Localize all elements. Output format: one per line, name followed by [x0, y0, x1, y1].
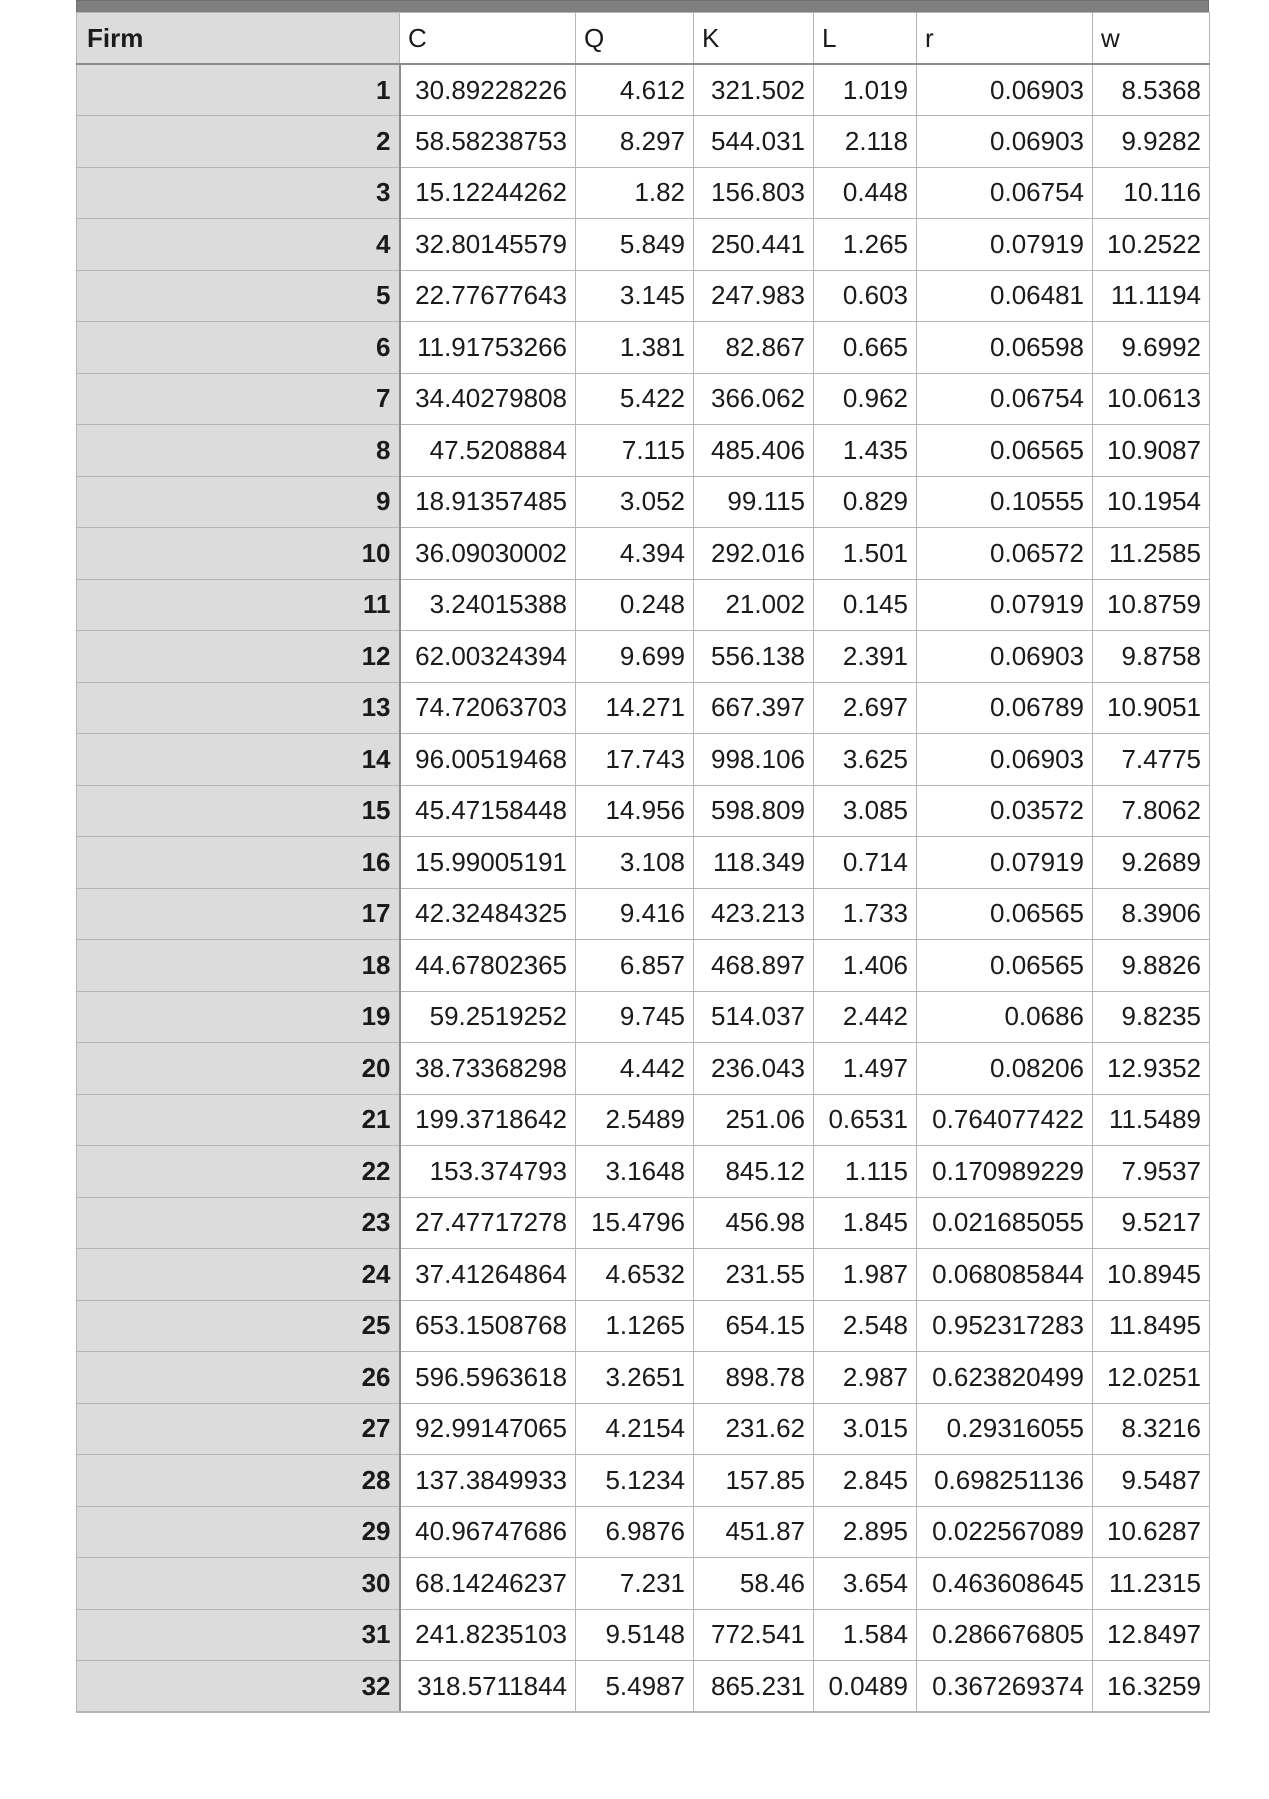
cell-q[interactable]: 5.849 [576, 219, 694, 271]
cell-l[interactable]: 3.625 [814, 734, 917, 786]
row-label-firm[interactable]: 13 [77, 682, 400, 734]
cell-c[interactable]: 30.89228226 [400, 64, 576, 116]
table-row [77, 425, 1210, 477]
cell-w[interactable]: 9.8758 [1093, 631, 1210, 683]
cell-w[interactable]: 9.5217 [1093, 1197, 1210, 1249]
cell-q[interactable]: 4.394 [576, 528, 694, 580]
cell-c[interactable]: 241.8235103 [400, 1609, 576, 1661]
row-label-firm[interactable]: 25 [77, 1300, 400, 1352]
row-label-firm[interactable]: 15 [77, 785, 400, 837]
cell-k[interactable]: 598.809 [694, 785, 814, 837]
cell-c[interactable]: 34.40279808 [400, 373, 576, 425]
cell-k[interactable]: 231.55 [694, 1249, 814, 1301]
cell-l[interactable]: 1.435 [814, 425, 917, 477]
cell-l[interactable]: 2.845 [814, 1455, 917, 1507]
cell-l[interactable]: 0.448 [814, 167, 917, 219]
cell-k[interactable]: 250.441 [694, 219, 814, 271]
cell-c[interactable]: 96.00519468 [400, 734, 576, 786]
column-header-r[interactable]: r [917, 13, 1093, 65]
cell-w[interactable]: 16.3259 [1093, 1661, 1210, 1713]
cell-c[interactable]: 36.09030002 [400, 528, 576, 580]
cell-q[interactable]: 6.857 [576, 940, 694, 992]
cell-w[interactable]: 11.5489 [1093, 1094, 1210, 1146]
cell-r[interactable]: 0.10555 [917, 476, 1093, 528]
cell-q[interactable]: 6.9876 [576, 1506, 694, 1558]
cell-r[interactable]: 0.952317283 [917, 1300, 1093, 1352]
cell-k[interactable]: 99.115 [694, 476, 814, 528]
cell-l[interactable]: 3.015 [814, 1403, 917, 1455]
row-label-firm[interactable]: 5 [77, 270, 400, 322]
table-row [77, 1609, 1210, 1661]
cell-k[interactable]: 231.62 [694, 1403, 814, 1455]
cell-w[interactable]: 8.3906 [1093, 888, 1210, 940]
cell-l[interactable]: 1.115 [814, 1146, 917, 1198]
cell-w[interactable]: 10.9051 [1093, 682, 1210, 734]
cell-k[interactable]: 236.043 [694, 1043, 814, 1095]
cell-w[interactable]: 10.9087 [1093, 425, 1210, 477]
cell-k[interactable]: 544.031 [694, 116, 814, 168]
cell-l[interactable]: 2.697 [814, 682, 917, 734]
table-row [77, 219, 1210, 271]
cell-w[interactable]: 12.9352 [1093, 1043, 1210, 1095]
cell-k[interactable]: 292.016 [694, 528, 814, 580]
cell-r[interactable]: 0.06754 [917, 373, 1093, 425]
cell-c[interactable]: 318.5711844 [400, 1661, 576, 1713]
cell-k[interactable]: 366.062 [694, 373, 814, 425]
cell-r[interactable]: 0.06903 [917, 116, 1093, 168]
table-row [77, 1249, 1210, 1301]
table-row [77, 837, 1210, 889]
cell-w[interactable]: 10.6287 [1093, 1506, 1210, 1558]
row-label-firm[interactable]: 2 [77, 116, 400, 168]
cell-k[interactable]: 556.138 [694, 631, 814, 683]
cell-r[interactable]: 0.06572 [917, 528, 1093, 580]
row-label-firm[interactable]: 16 [77, 837, 400, 889]
cell-l[interactable]: 0.665 [814, 322, 917, 374]
cell-l[interactable]: 0.0489 [814, 1661, 917, 1713]
cell-r[interactable]: 0.463608645 [917, 1558, 1093, 1610]
row-label-firm[interactable]: 29 [77, 1506, 400, 1558]
cell-l[interactable]: 1.501 [814, 528, 917, 580]
row-label-firm[interactable]: 3 [77, 167, 400, 219]
cell-k[interactable]: 423.213 [694, 888, 814, 940]
table-row [77, 1094, 1210, 1146]
row-label-firm[interactable]: 21 [77, 1094, 400, 1146]
cell-w[interactable]: 10.0613 [1093, 373, 1210, 425]
cell-q[interactable]: 14.271 [576, 682, 694, 734]
table-row [77, 1043, 1210, 1095]
cell-r[interactable]: 0.06754 [917, 167, 1093, 219]
row-label-firm[interactable]: 23 [77, 1197, 400, 1249]
cell-k[interactable]: 514.037 [694, 991, 814, 1043]
cell-l[interactable]: 3.654 [814, 1558, 917, 1610]
cell-c[interactable]: 137.3849933 [400, 1455, 576, 1507]
cell-r[interactable]: 0.06903 [917, 631, 1093, 683]
table-row [77, 1506, 1210, 1558]
row-label-firm[interactable]: 30 [77, 1558, 400, 1610]
cell-r[interactable]: 0.623820499 [917, 1352, 1093, 1404]
row-label-firm[interactable]: 14 [77, 734, 400, 786]
spreadsheet [76, 0, 1209, 1713]
cell-c[interactable]: 18.91357485 [400, 476, 576, 528]
cell-w[interactable]: 8.3216 [1093, 1403, 1210, 1455]
table-body [77, 64, 1210, 1712]
row-label-firm[interactable]: 20 [77, 1043, 400, 1095]
cell-r[interactable]: 0.06565 [917, 425, 1093, 477]
cell-l[interactable]: 0.962 [814, 373, 917, 425]
cell-l[interactable]: 2.895 [814, 1506, 917, 1558]
cell-c[interactable]: 15.99005191 [400, 837, 576, 889]
cell-r[interactable]: 0.170989229 [917, 1146, 1093, 1198]
cell-c[interactable]: 44.67802365 [400, 940, 576, 992]
cell-c[interactable]: 22.77677643 [400, 270, 576, 322]
row-label-firm[interactable]: 18 [77, 940, 400, 992]
cell-r[interactable]: 0.06903 [917, 64, 1093, 116]
cell-w[interactable]: 11.8495 [1093, 1300, 1210, 1352]
cell-w[interactable]: 8.5368 [1093, 64, 1210, 116]
cell-q[interactable]: 4.6532 [576, 1249, 694, 1301]
cell-w[interactable]: 11.2585 [1093, 528, 1210, 580]
cell-w[interactable]: 10.8759 [1093, 579, 1210, 631]
cell-w[interactable]: 9.9282 [1093, 116, 1210, 168]
cell-c[interactable]: 596.5963618 [400, 1352, 576, 1404]
table-row [77, 322, 1210, 374]
cell-r[interactable]: 0.03572 [917, 785, 1093, 837]
cell-c[interactable]: 58.58238753 [400, 116, 576, 168]
cell-r[interactable]: 0.07919 [917, 219, 1093, 271]
cell-k[interactable]: 451.87 [694, 1506, 814, 1558]
table-row [77, 991, 1210, 1043]
cell-r[interactable]: 0.021685055 [917, 1197, 1093, 1249]
cell-c[interactable]: 11.91753266 [400, 322, 576, 374]
row-label-firm[interactable]: 11 [77, 579, 400, 631]
row-label-firm[interactable]: 6 [77, 322, 400, 374]
cell-w[interactable]: 7.8062 [1093, 785, 1210, 837]
cell-q[interactable]: 14.956 [576, 785, 694, 837]
cell-q[interactable]: 1.1265 [576, 1300, 694, 1352]
table-row [77, 1661, 1210, 1713]
cell-l[interactable]: 1.584 [814, 1609, 917, 1661]
cell-q[interactable]: 4.2154 [576, 1403, 694, 1455]
cell-q[interactable]: 3.108 [576, 837, 694, 889]
cell-q[interactable]: 5.4987 [576, 1661, 694, 1713]
table-row [77, 1146, 1210, 1198]
cell-k[interactable]: 865.231 [694, 1661, 814, 1713]
cell-w[interactable]: 11.1194 [1093, 270, 1210, 322]
cell-w[interactable]: 9.8826 [1093, 940, 1210, 992]
cell-q[interactable]: 3.1648 [576, 1146, 694, 1198]
row-label-firm[interactable]: 10 [77, 528, 400, 580]
cell-q[interactable]: 0.248 [576, 579, 694, 631]
cell-w[interactable]: 10.8945 [1093, 1249, 1210, 1301]
cell-r[interactable]: 0.367269374 [917, 1661, 1093, 1713]
cell-l[interactable]: 2.118 [814, 116, 917, 168]
cell-k[interactable]: 82.867 [694, 322, 814, 374]
cell-k[interactable]: 468.897 [694, 940, 814, 992]
cell-q[interactable]: 5.422 [576, 373, 694, 425]
cell-c[interactable]: 37.41264864 [400, 1249, 576, 1301]
cell-c[interactable]: 40.96747686 [400, 1506, 576, 1558]
cell-r[interactable]: 0.06565 [917, 888, 1093, 940]
cell-w[interactable]: 7.4775 [1093, 734, 1210, 786]
cell-l[interactable]: 0.145 [814, 579, 917, 631]
table-row [77, 1197, 1210, 1249]
cell-k[interactable]: 21.002 [694, 579, 814, 631]
row-label-firm[interactable]: 32 [77, 1661, 400, 1713]
cell-w[interactable]: 10.1954 [1093, 476, 1210, 528]
row-label-firm[interactable]: 17 [77, 888, 400, 940]
cell-k[interactable]: 456.98 [694, 1197, 814, 1249]
row-label-firm[interactable]: 12 [77, 631, 400, 683]
cell-r[interactable]: 0.07919 [917, 837, 1093, 889]
table-row [77, 888, 1210, 940]
cell-k[interactable]: 998.106 [694, 734, 814, 786]
cell-r[interactable]: 0.07919 [917, 579, 1093, 631]
cell-c[interactable]: 27.47717278 [400, 1197, 576, 1249]
cell-q[interactable]: 3.145 [576, 270, 694, 322]
cell-l[interactable]: 2.987 [814, 1352, 917, 1404]
cell-q[interactable]: 8.297 [576, 116, 694, 168]
cell-l[interactable]: 0.6531 [814, 1094, 917, 1146]
cell-r[interactable]: 0.06598 [917, 322, 1093, 374]
cell-q[interactable]: 9.745 [576, 991, 694, 1043]
cell-l[interactable]: 2.391 [814, 631, 917, 683]
cell-r[interactable]: 0.0686 [917, 991, 1093, 1043]
cell-l[interactable]: 3.085 [814, 785, 917, 837]
header-row [77, 13, 1210, 65]
cell-l[interactable]: 0.829 [814, 476, 917, 528]
cell-l[interactable]: 1.987 [814, 1249, 917, 1301]
cell-c[interactable]: 62.00324394 [400, 631, 576, 683]
cell-r[interactable]: 0.06565 [917, 940, 1093, 992]
cell-k[interactable]: 845.12 [694, 1146, 814, 1198]
table-row [77, 940, 1210, 992]
row-label-firm[interactable]: 28 [77, 1455, 400, 1507]
cell-l[interactable]: 0.603 [814, 270, 917, 322]
cell-q[interactable]: 9.5148 [576, 1609, 694, 1661]
table-row [77, 631, 1210, 683]
cell-q[interactable]: 3.052 [576, 476, 694, 528]
cell-c[interactable]: 42.32484325 [400, 888, 576, 940]
cell-w[interactable]: 10.116 [1093, 167, 1210, 219]
cell-k[interactable]: 247.983 [694, 270, 814, 322]
cell-w[interactable]: 9.5487 [1093, 1455, 1210, 1507]
column-header-k[interactable]: K [694, 13, 814, 65]
table-row [77, 64, 1210, 116]
cell-c[interactable]: 32.80145579 [400, 219, 576, 271]
column-header-l[interactable]: L [814, 13, 917, 65]
cell-l[interactable]: 1.265 [814, 219, 917, 271]
table-row [77, 579, 1210, 631]
cell-w[interactable]: 12.8497 [1093, 1609, 1210, 1661]
table-row [77, 734, 1210, 786]
cell-c[interactable]: 74.72063703 [400, 682, 576, 734]
column-header-firm[interactable]: Firm [77, 13, 400, 65]
row-label-firm[interactable]: 31 [77, 1609, 400, 1661]
cell-c[interactable]: 199.3718642 [400, 1094, 576, 1146]
cell-w[interactable]: 12.0251 [1093, 1352, 1210, 1404]
cell-c[interactable]: 3.24015388 [400, 579, 576, 631]
cell-r[interactable]: 0.06481 [917, 270, 1093, 322]
cell-l[interactable]: 1.406 [814, 940, 917, 992]
cell-l[interactable]: 0.714 [814, 837, 917, 889]
cell-q[interactable]: 7.231 [576, 1558, 694, 1610]
table-row [77, 167, 1210, 219]
cell-k[interactable]: 58.46 [694, 1558, 814, 1610]
cell-k[interactable]: 485.406 [694, 425, 814, 477]
row-label-firm[interactable]: 27 [77, 1403, 400, 1455]
table-row [77, 785, 1210, 837]
table-row [77, 1558, 1210, 1610]
cell-l[interactable]: 2.442 [814, 991, 917, 1043]
cell-c[interactable]: 92.99147065 [400, 1403, 576, 1455]
row-label-firm[interactable]: 1 [77, 64, 400, 116]
column-header-q[interactable]: Q [576, 13, 694, 65]
column-header-w[interactable]: w [1093, 13, 1210, 65]
table-row [77, 1455, 1210, 1507]
cell-q[interactable]: 2.5489 [576, 1094, 694, 1146]
cell-q[interactable]: 1.82 [576, 167, 694, 219]
table-row [77, 1352, 1210, 1404]
data-table [76, 12, 1210, 1713]
cell-r[interactable]: 0.06903 [917, 734, 1093, 786]
row-label-firm[interactable]: 4 [77, 219, 400, 271]
cell-w[interactable]: 9.2689 [1093, 837, 1210, 889]
cell-r[interactable]: 0.08206 [917, 1043, 1093, 1095]
table-row [77, 373, 1210, 425]
row-label-firm[interactable]: 7 [77, 373, 400, 425]
cell-q[interactable]: 17.743 [576, 734, 694, 786]
cell-c[interactable]: 653.1508768 [400, 1300, 576, 1352]
cell-w[interactable]: 9.6992 [1093, 322, 1210, 374]
cell-k[interactable]: 898.78 [694, 1352, 814, 1404]
cell-k[interactable]: 251.06 [694, 1094, 814, 1146]
row-label-firm[interactable]: 19 [77, 991, 400, 1043]
cell-q[interactable]: 9.416 [576, 888, 694, 940]
table-row [77, 1300, 1210, 1352]
cell-c[interactable]: 153.374793 [400, 1146, 576, 1198]
cell-c[interactable]: 59.2519252 [400, 991, 576, 1043]
row-label-firm[interactable]: 8 [77, 425, 400, 477]
cell-c[interactable]: 15.12244262 [400, 167, 576, 219]
cell-r[interactable]: 0.764077422 [917, 1094, 1093, 1146]
row-label-firm[interactable]: 9 [77, 476, 400, 528]
cell-c[interactable]: 68.14246237 [400, 1558, 576, 1610]
cell-c[interactable]: 47.5208884 [400, 425, 576, 477]
cell-r[interactable]: 0.29316055 [917, 1403, 1093, 1455]
row-label-firm[interactable]: 26 [77, 1352, 400, 1404]
row-label-firm[interactable]: 22 [77, 1146, 400, 1198]
cell-w[interactable]: 7.9537 [1093, 1146, 1210, 1198]
cell-l[interactable]: 1.497 [814, 1043, 917, 1095]
column-header-c[interactable]: C [400, 13, 576, 65]
cell-k[interactable]: 156.803 [694, 167, 814, 219]
cell-r[interactable]: 0.068085844 [917, 1249, 1093, 1301]
cell-q[interactable]: 5.1234 [576, 1455, 694, 1507]
cell-w[interactable]: 10.2522 [1093, 219, 1210, 271]
cell-l[interactable]: 1.019 [814, 64, 917, 116]
cell-q[interactable]: 15.4796 [576, 1197, 694, 1249]
cell-q[interactable]: 9.699 [576, 631, 694, 683]
table-row [77, 116, 1210, 168]
cell-l[interactable]: 1.733 [814, 888, 917, 940]
cell-q[interactable]: 3.2651 [576, 1352, 694, 1404]
table-row [77, 1403, 1210, 1455]
cell-k[interactable]: 321.502 [694, 64, 814, 116]
cell-q[interactable]: 4.612 [576, 64, 694, 116]
row-label-firm[interactable]: 24 [77, 1249, 400, 1301]
cell-r[interactable]: 0.286676805 [917, 1609, 1093, 1661]
table-row [77, 270, 1210, 322]
cell-k[interactable]: 157.85 [694, 1455, 814, 1507]
cell-l[interactable]: 1.845 [814, 1197, 917, 1249]
cell-k[interactable]: 667.397 [694, 682, 814, 734]
table-row [77, 682, 1210, 734]
table-row [77, 528, 1210, 580]
cell-k[interactable]: 772.541 [694, 1609, 814, 1661]
cell-c[interactable]: 45.47158448 [400, 785, 576, 837]
sheet-top-border [76, 0, 1209, 12]
table-row [77, 476, 1210, 528]
cell-k[interactable]: 654.15 [694, 1300, 814, 1352]
cell-q[interactable]: 7.115 [576, 425, 694, 477]
cell-r[interactable]: 0.022567089 [917, 1506, 1093, 1558]
cell-r[interactable]: 0.06789 [917, 682, 1093, 734]
cell-r[interactable]: 0.698251136 [917, 1455, 1093, 1507]
cell-q[interactable]: 1.381 [576, 322, 694, 374]
cell-k[interactable]: 118.349 [694, 837, 814, 889]
cell-c[interactable]: 38.73368298 [400, 1043, 576, 1095]
cell-l[interactable]: 2.548 [814, 1300, 917, 1352]
cell-q[interactable]: 4.442 [576, 1043, 694, 1095]
cell-w[interactable]: 9.8235 [1093, 991, 1210, 1043]
cell-w[interactable]: 11.2315 [1093, 1558, 1210, 1610]
